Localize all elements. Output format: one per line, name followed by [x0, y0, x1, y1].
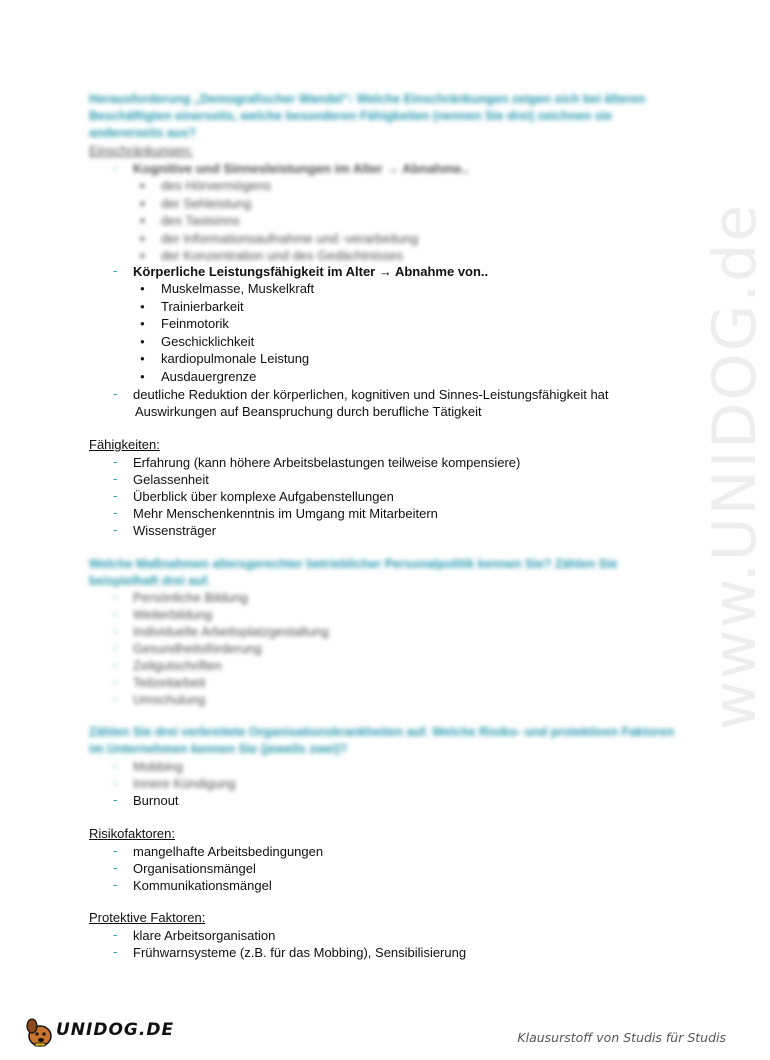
- list-item: Ausdauergrenze: [161, 369, 257, 384]
- list-item: Wissensträger: [133, 523, 217, 538]
- unidog-logo: [22, 1014, 175, 1050]
- dash-marker: -: [113, 471, 118, 486]
- bullet-marker: ●: [140, 233, 145, 243]
- list-item: Erfahrung (kann höhere Arbeitsbelastungen teilweise kompensiere): [133, 455, 521, 470]
- bullet-marker: ●: [140, 372, 145, 381]
- dash-marker: -: [113, 758, 118, 773]
- conclusion-line-1: deutliche Reduktion der körperlichen, kognitiven und Sinnes-Leistungsfähigkeit hat: [133, 387, 609, 402]
- list-item: Innere Kündigung: [133, 776, 236, 791]
- dash-marker: -: [113, 691, 118, 706]
- bullet-marker: ●: [140, 301, 145, 311]
- logo-text: UNIDOG.DE: [56, 1020, 175, 1040]
- question-2: Welche Maßnahmen altersgerechter betrieblicher Personalpolitik kennen Sie? Zählen Sie beispielhaft drei auf.: [89, 557, 618, 588]
- bullet-marker: ●: [140, 251, 145, 260]
- section-protektive-faktoren: Protektive Faktoren:: [89, 910, 206, 925]
- list-item: der Sehleistung: [161, 195, 252, 211]
- bullet-marker: ●: [140, 181, 145, 190]
- dash-marker: -: [113, 640, 118, 655]
- bullet-marker: ●: [140, 284, 145, 293]
- bullet-marker: ●: [140, 198, 145, 208]
- list-item: Teilzeitarbeit: [133, 675, 206, 690]
- dash-marker: -: [113, 160, 118, 175]
- conclusion-line-2: Auswirkungen auf Beanspruchung durch berufliche Tätigkeit: [135, 404, 482, 419]
- question-1: Herausforderung „Demografischer Wandel“: Welche Einschränkungen zeigen sich bei älteren Beschäftigten einerseits, welche besonderen Fähigkeiten (nennen Sie drei) zeichnen sie andererseits aus?: [89, 92, 646, 140]
- list-item: des Hörvermögens: [161, 178, 271, 193]
- dash-marker: -: [113, 589, 118, 604]
- bullet-marker: ●: [140, 336, 145, 346]
- section-risikofaktoren: Risikofaktoren:: [89, 826, 175, 841]
- dash-marker: -: [113, 792, 118, 807]
- dash-marker: -: [113, 927, 118, 942]
- dash-marker: -: [113, 263, 118, 278]
- dash-marker: -: [113, 386, 118, 401]
- list-item: Gelassenheit: [133, 472, 209, 487]
- list-item: mangelhafte Arbeitsbedingungen: [133, 844, 324, 859]
- list-item: Kommunikationsmängel: [133, 878, 272, 893]
- dash-marker: -: [113, 843, 118, 858]
- list-item: Gesundheitsförderung: [133, 641, 262, 656]
- dash-marker: -: [113, 623, 118, 638]
- list-item: kardiopulmonale Leistung: [161, 351, 310, 367]
- list-item: Organisationsmängel: [133, 861, 256, 876]
- list-item: Überblick über komplexe Aufgabenstellungen: [133, 489, 394, 504]
- question-3: Zählen Sie drei verbreitete Organisationskrankheiten auf. Welche Risiko- und protektiven Faktoren im Unternehmen kennen Sie (jeweils zwei)?: [89, 725, 675, 756]
- section-einschraenkungen: Einschränkungen:: [89, 143, 194, 158]
- dash-marker: -: [113, 505, 118, 520]
- list-item: Persönliche Bildung: [133, 590, 248, 605]
- bullet-marker: ●: [140, 354, 145, 364]
- list-item: der Informationsaufnahme und -verarbeitung: [161, 230, 419, 246]
- list-item: der Konzentration und des Gedächtnisses: [161, 248, 404, 263]
- dash-marker: -: [113, 488, 118, 503]
- dog-icon: [22, 1014, 58, 1050]
- blurred-heading: Kognitive und Sinnesleistungen im Alter → Abnahme..: [133, 161, 469, 176]
- dash-marker: -: [113, 775, 118, 790]
- dash-marker: -: [113, 606, 118, 621]
- heading-koerperlich: Körperliche Leistungsfähigkeit im Alter → Abnahme von..: [133, 264, 489, 279]
- list-item: Feinmotorik: [161, 316, 229, 332]
- dash-marker: -: [113, 657, 118, 672]
- dash-marker: -: [113, 877, 118, 892]
- footer-tagline: Klausurstoff von Studis für Studis: [517, 1030, 726, 1045]
- dash-marker: -: [113, 944, 118, 959]
- list-item: Umschulung: [133, 692, 206, 707]
- list-item: Mehr Menschenkenntnis im Umgang mit Mitarbeitern: [133, 506, 438, 521]
- list-item: des Tastsinns: [161, 213, 240, 228]
- dash-marker: -: [113, 454, 118, 469]
- list-item: Zeitgutschriften: [133, 658, 222, 673]
- dash-marker: -: [113, 522, 118, 537]
- list-item: Trainierbarkeit: [161, 298, 244, 314]
- section-faehigkeiten: Fähigkeiten:: [89, 437, 160, 452]
- list-item: Frühwarnsysteme (z.B. für das Mobbing), Sensibilisierung: [133, 945, 467, 960]
- item-burnout: Burnout: [133, 793, 179, 808]
- dash-marker: -: [113, 860, 118, 875]
- list-item: Individuelle Arbeitsplatzgestaltung: [133, 624, 329, 639]
- list-item: klare Arbeitsorganisation: [133, 928, 276, 943]
- bullet-marker: ●: [140, 216, 145, 225]
- list-item: Mobbing: [133, 759, 183, 774]
- list-item: Weiterbildung: [133, 607, 213, 622]
- list-item: Muskelmasse, Muskelkraft: [161, 281, 315, 296]
- list-item: Geschicklichkeit: [161, 333, 255, 349]
- bullet-marker: ●: [140, 319, 145, 329]
- watermark: www.UNIDOG.de: [700, 202, 770, 730]
- dash-marker: -: [113, 674, 118, 689]
